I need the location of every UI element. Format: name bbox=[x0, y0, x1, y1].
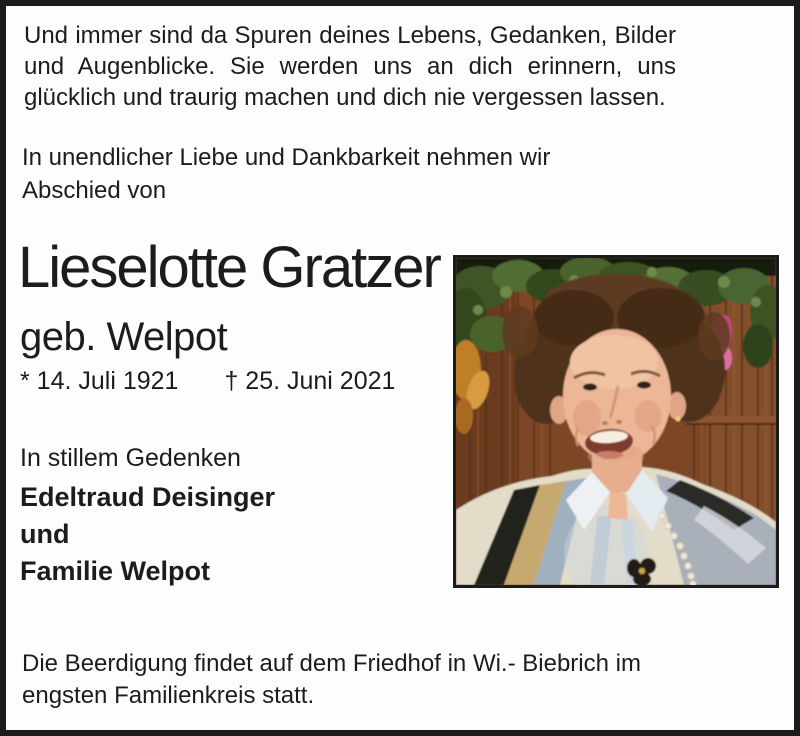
earring bbox=[676, 417, 681, 422]
life-dates bbox=[20, 369, 395, 394]
death-date: † 25. Juni 2021 bbox=[224, 367, 396, 395]
funeral-info bbox=[22, 648, 641, 712]
funeral-info-line: engsten Familienkreis statt. bbox=[22, 682, 315, 709]
farewell-intro bbox=[22, 141, 550, 207]
verse-line: Und immer sind da Spuren deines Lebens, Gedanken, Bilder bbox=[24, 22, 676, 49]
opening-verse bbox=[24, 20, 676, 113]
memorial-block bbox=[20, 446, 275, 595]
portrait-photo bbox=[453, 255, 779, 588]
mourner-name: Familie Welpot bbox=[20, 556, 211, 586]
funeral-info-line: Die Beerdigung findet auf dem Friedhof in Wi.- Biebrich im bbox=[22, 650, 641, 677]
verse-line: glücklich und traurig machen und dich nie vergessen lassen. bbox=[24, 84, 666, 111]
maiden-name: geb. Welpot bbox=[20, 315, 228, 359]
verse-line: und Augenblicke. Sie werden uns an dich erinnern, uns bbox=[24, 53, 676, 80]
deceased-name: Lieselotte Gratzer bbox=[18, 235, 440, 300]
farewell-intro-line: Abschied von bbox=[22, 177, 167, 204]
mourner-name: Edeltraud Deisinger bbox=[20, 482, 276, 512]
portrait-illustration bbox=[456, 258, 776, 585]
birth-date: * 14. Juli 1921 bbox=[20, 367, 179, 395]
memorial-heading: In stillem Gedenken bbox=[20, 444, 241, 472]
mourner-connector: und bbox=[20, 519, 70, 549]
farewell-intro-line: In unendlicher Liebe und Dankbarkeit nehmen wir bbox=[22, 144, 551, 171]
